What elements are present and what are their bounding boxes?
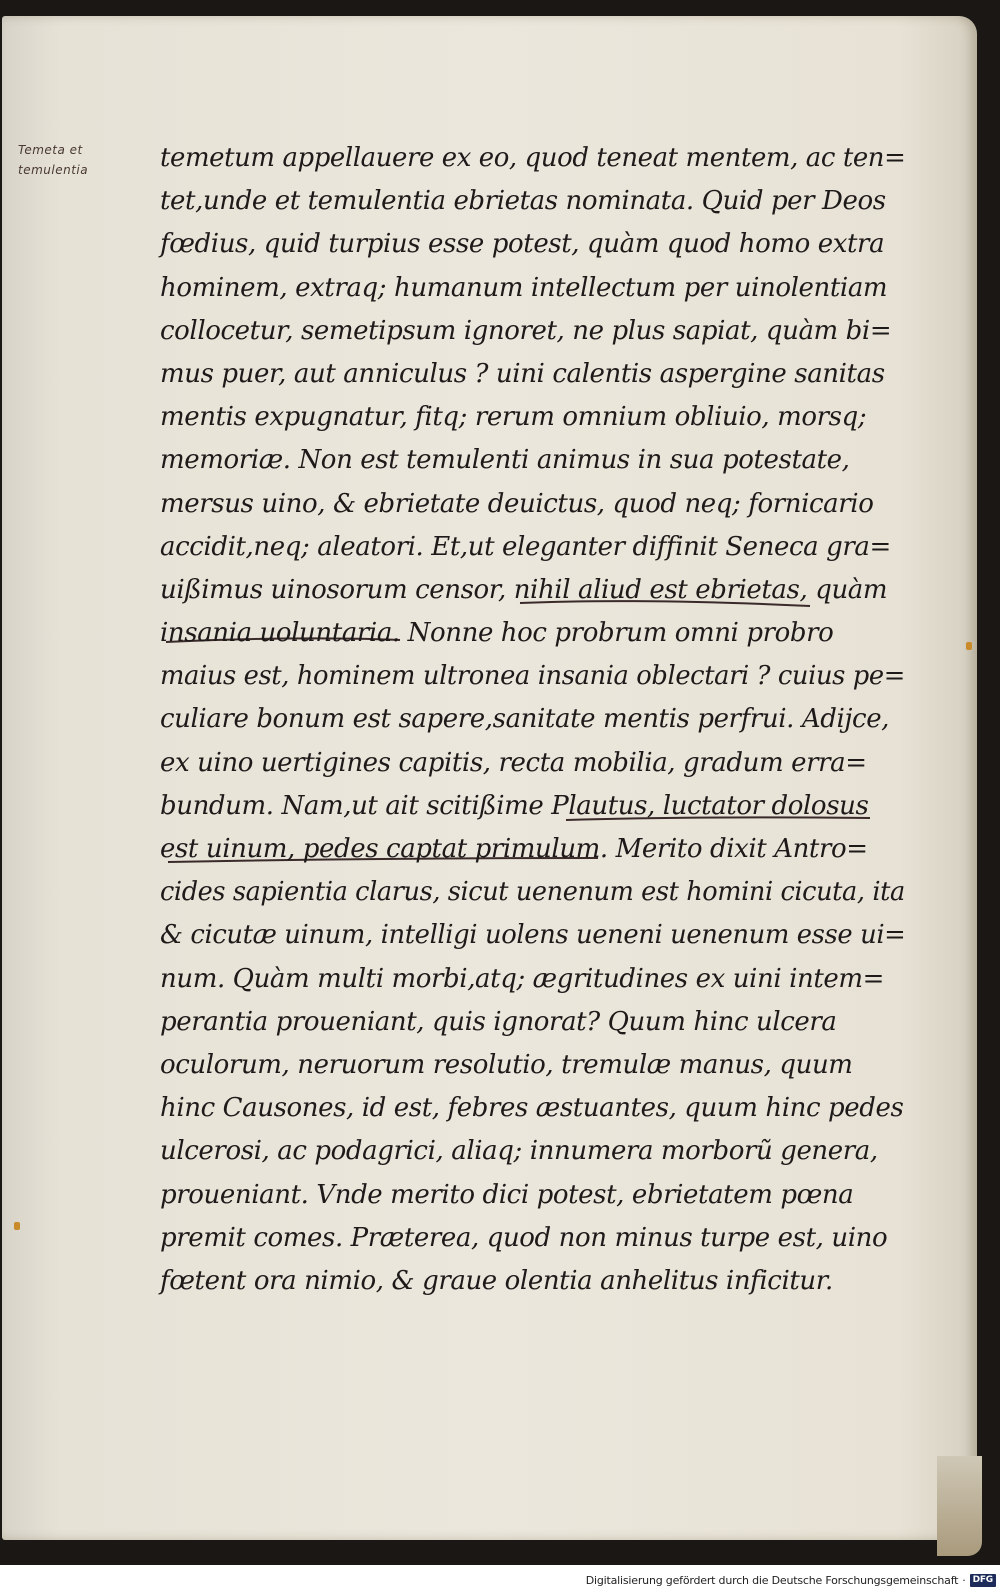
dfg-logo: DFG: [970, 1574, 996, 1587]
text-line: ex uino uertigines capitis, recta mobilia, gradum erra=: [160, 747, 867, 778]
text-line: hominem, extraq; humanum intellectum per uinolentiam: [160, 272, 888, 303]
text-line: est uinum, pedes captat primulum. Merito dixit Antro=: [160, 834, 868, 864]
text-line: premit comes. Præterea, quod non minus turpe est, uino: [160, 1222, 888, 1253]
text-line: memoriæ. Non est temulenti animus in sua potestate,: [160, 445, 850, 476]
margin-note-line: Temeta et: [18, 143, 83, 157]
text-line: insania uoluntaria. Nonne hoc probrum omni probro: [160, 618, 834, 649]
text-line: mentis expugnatur, fitq; rerum omnium obliuio, morsq;: [160, 402, 867, 433]
footer-credit: Digitalisierung gefördert durch die Deutsche Forschungsgemeinschaft: [585, 1573, 959, 1587]
text-line: perantia proueniant, quis ignorat? Quum hinc ulcera: [160, 1006, 837, 1037]
text-line: collocetur, semetipsum ignoret, ne plus sapiat, quàm bi=: [160, 315, 892, 346]
text-line: temetum appellauere ex eo, quod teneat mentem, ac ten=: [160, 143, 906, 173]
text-line: oculorum, neruorum resolutio, tremulæ manus, quum: [160, 1049, 853, 1080]
text-line: cides sapientia clarus, sicut uenenum est homini cicuta, ita: [160, 877, 905, 908]
text-line: bundum. Nam,ut ait scitißime Plautus, luctator dolosus: [160, 790, 869, 821]
text-line: & cicutæ uinum, intelligi uolens ueneni uenenum esse ui=: [160, 920, 906, 951]
text-line: ulcerosi, ac podagrici, aliaq; innumera morborũ genera,: [160, 1136, 878, 1167]
text-line: fœtent ora nimio, & graue olentia anhelitus inficitur.: [160, 1265, 833, 1296]
text-line: fœdius, quid turpius esse potest, quàm quod homo extra: [160, 229, 885, 260]
text-line: culiare bonum est sapere,sanitate mentis perfrui. Adijce,: [160, 704, 890, 735]
text-line: mus puer, aut anniculus ? uini calentis aspergine sanitas: [160, 358, 885, 389]
text-line: hinc Causones, id est, febres æstuantes, quum hinc pedes: [160, 1093, 904, 1124]
text-line: proueniant. Vnde merito dici potest, ebrietatem pœna: [160, 1179, 854, 1210]
text-line: num. Quàm multi morbi,atq; ægritudines ex uini intem=: [160, 963, 885, 994]
text-line: mersus uino, & ebrietate deuictus, quod neq; fornicario: [160, 488, 874, 519]
body-text: [160, 137, 905, 1303]
footer-separator: ·: [962, 1573, 966, 1587]
text-line: tet,unde et temulentia ebrietas nominata. Quid per Deos: [160, 186, 886, 217]
text-line: maius est, hominem ultronea insania oblectari ? cuius pe=: [160, 661, 905, 692]
text-line: uißimus uinosorum censor, nihil aliud est ebrietas, quàm: [160, 574, 888, 605]
text-line: accidit,neq; aleatori. Et,ut eleganter diffinit Seneca gra=: [160, 531, 891, 562]
digitization-footer: [586, 1571, 996, 1589]
margin-note-line: temulentia: [18, 163, 89, 177]
